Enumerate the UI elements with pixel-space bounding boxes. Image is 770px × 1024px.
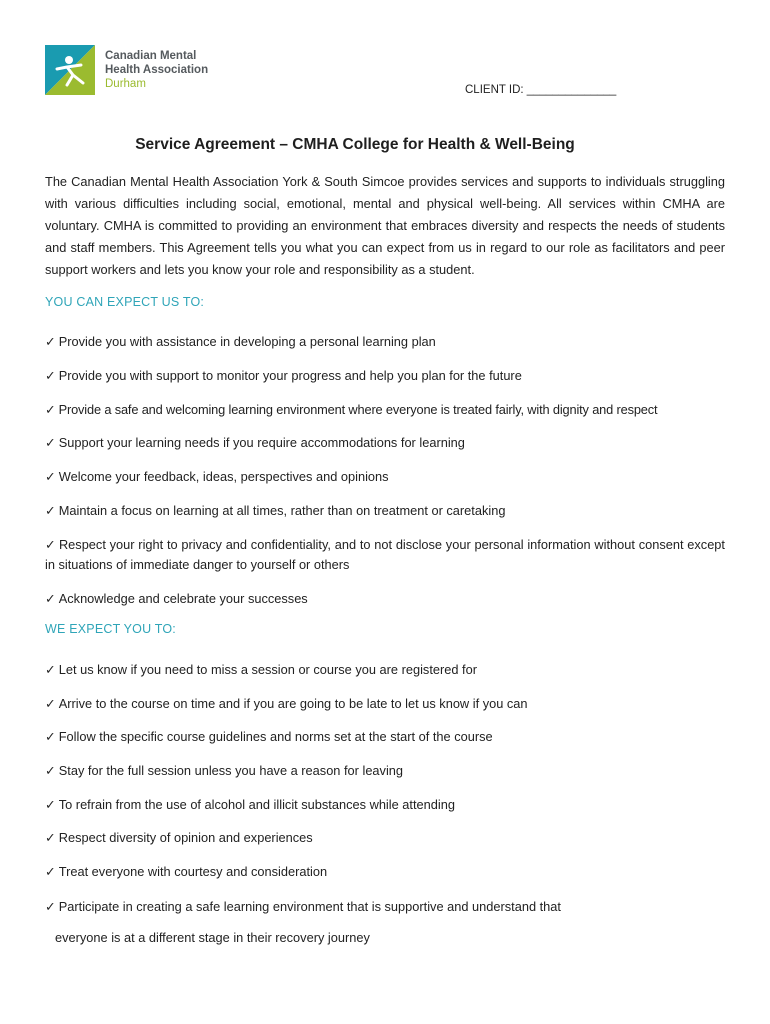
check-icon: ✓ bbox=[45, 729, 56, 744]
check-icon: ✓ bbox=[45, 797, 56, 812]
list-item-text: Respect diversity of opinion and experiences bbox=[58, 830, 313, 845]
check-icon: ✓ bbox=[45, 368, 56, 383]
check-icon: ✓ bbox=[45, 662, 56, 677]
logo-line-2: Health Association bbox=[105, 64, 209, 76]
list-item-text: Provide you with support to monitor your progress and help you plan for the future bbox=[58, 368, 522, 383]
list-item-text: Arrive to the course on time and if you are going to be late to let us know if you can bbox=[58, 696, 528, 711]
list-item bbox=[45, 795, 725, 815]
check-icon: ✓ bbox=[45, 334, 56, 349]
list-item bbox=[45, 660, 725, 680]
list-item bbox=[45, 589, 725, 609]
check-icon: ✓ bbox=[45, 763, 56, 778]
list-item bbox=[45, 467, 725, 487]
list-item-text: Stay for the full session unless you have a reason for leaving bbox=[58, 763, 404, 778]
list-item-text: Support your learning needs if you require accommodations for learning bbox=[58, 435, 465, 450]
check-icon: ✓ bbox=[45, 469, 56, 484]
client-id-field: CLIENT ID: ______________ bbox=[465, 84, 617, 96]
check-icon: ✓ bbox=[45, 402, 56, 417]
list-item-text: Acknowledge and celebrate your successes bbox=[58, 591, 308, 606]
check-icon: ✓ bbox=[45, 864, 56, 879]
section-heading-we-expect: WE EXPECT YOU TO: bbox=[45, 622, 176, 636]
list-item-text: To refrain from the use of alcohol and illicit substances while attending bbox=[58, 797, 455, 812]
cmha-logo bbox=[45, 45, 225, 97]
list-item-text: Provide you with assistance in developing a personal learning plan bbox=[58, 334, 436, 349]
list-item bbox=[45, 828, 725, 848]
list-item bbox=[45, 727, 725, 747]
check-icon: ✓ bbox=[45, 435, 56, 450]
check-icon: ✓ bbox=[45, 899, 56, 914]
intro-paragraph: The Canadian Mental Health Association York & South Simcoe provides services and supports to individuals struggling with various difficulties including social, emotional, mental and physical well-being. All services within CMHA are voluntary. CMHA is committed to providing an environment that embraces diversity and respects the needs of students and staff members. This Agreement tells you what you can expect from us in regard to our role as facilitators and peer support workers and lets you know your role and responsibility as a student. bbox=[45, 174, 725, 277]
list-item bbox=[45, 694, 725, 714]
list-item bbox=[45, 761, 725, 781]
check-icon: ✓ bbox=[45, 503, 56, 518]
logo-wordmark bbox=[105, 49, 208, 91]
logo-line-3: Durham bbox=[105, 78, 146, 90]
list-item-text: Maintain a focus on learning at all times, rather than on treatment or caretaking bbox=[58, 503, 506, 518]
list-item-continuation: everyone is at a different stage in their recovery journey bbox=[55, 930, 370, 945]
check-icon: ✓ bbox=[45, 696, 56, 711]
section-heading-you-can-expect: YOU CAN EXPECT US TO: bbox=[45, 295, 205, 309]
list-item-text: Follow the specific course guidelines and norms set at the start of the course bbox=[58, 729, 493, 744]
list-item bbox=[45, 862, 725, 882]
list-item-text: Treat everyone with courtesy and consideration bbox=[58, 864, 328, 879]
list-item-text: Welcome your feedback, ideas, perspectives and opinions bbox=[58, 469, 389, 484]
cmha-logo-icon bbox=[45, 45, 95, 95]
page-title: Service Agreement – CMHA College for Health & Well-Being bbox=[135, 136, 575, 153]
list-item bbox=[45, 366, 725, 386]
list-item bbox=[45, 897, 725, 917]
list-item bbox=[45, 400, 725, 420]
check-icon: ✓ bbox=[45, 537, 56, 552]
list-item-text: Respect your right to privacy and confidentiality, and to not disclose your personal information without consent except in situations of immediate danger to yourself or others bbox=[45, 537, 725, 572]
logo-line-1: Canadian Mental bbox=[105, 50, 197, 62]
list-item bbox=[45, 332, 725, 352]
list-item-text: Provide a safe and welcoming learning environment where everyone is treated fairly, with dignity and respect bbox=[58, 402, 658, 417]
list-item-text: Let us know if you need to miss a session or course you are registered for bbox=[58, 662, 477, 677]
check-icon: ✓ bbox=[45, 591, 56, 606]
list-item-text: Participate in creating a safe learning environment that is supportive and understand that bbox=[58, 899, 561, 914]
list-item bbox=[45, 501, 725, 521]
list-item bbox=[45, 433, 725, 453]
check-icon: ✓ bbox=[45, 830, 56, 845]
list-item bbox=[45, 535, 725, 575]
